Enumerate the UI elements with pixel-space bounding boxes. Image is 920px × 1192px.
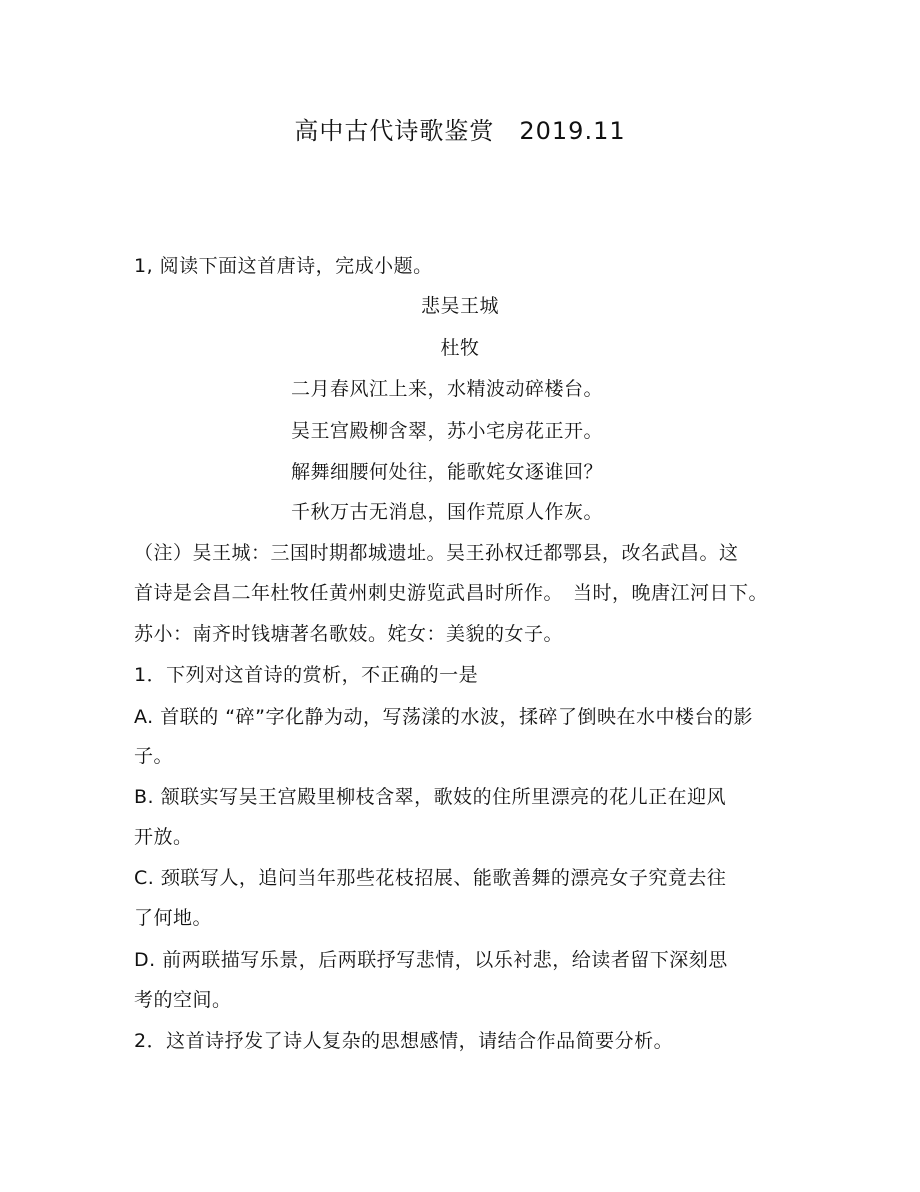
option-a-line-1: A. 首联的 “碎”字化静为动，写荡漾的水波，揉碎了倒映在水中楼台的影 (134, 706, 753, 728)
option-c-line-1: C. 颈联写人，追问当年那些花枝招展、能歌善舞的漂亮女子究竟去往 (134, 867, 727, 889)
option-b-line-1: B. 颔联实写吴王宫殿里柳枝含翠，歌妓的住所里漂亮的花儿正在迎风 (134, 786, 727, 808)
option-d-line-2: 考的空间。 (134, 989, 232, 1011)
option-a-line-2: 子。 (134, 745, 174, 767)
note-line: （注）吴王城：三国时期都城遗址。吴王孙权迁都鄂县，改名武昌。这 (134, 542, 739, 564)
document-title: 高中古代诗歌鉴赏 2019.11 (294, 117, 626, 145)
option-b-line-2: 开放。 (134, 826, 193, 848)
poem-line: 二月春风江上来，水精波动碎楼台。 (291, 378, 604, 400)
poem-line: 吴王宫殿柳含翠，苏小宅房花正开。 (291, 420, 604, 442)
question-intro: 1, 阅读下面这首唐诗，完成小题。 (134, 255, 433, 277)
question-1-stem: 1．下列对这首诗的赏析，不正确的一是 (134, 664, 479, 686)
poem-title: 悲吴王城 (420, 295, 499, 317)
question-2-stem: 2．这首诗抒发了诗人复杂的思想感情，请结合作品简要分析。 (134, 1030, 674, 1052)
option-c-line-2: 了何地。 (134, 907, 213, 929)
note-line: 苏小：南齐时钱塘著名歌妓。姹女：美貌的女子。 (134, 623, 564, 645)
poem-line: 解舞细腰何处往，能歌姹女逐谁回？ (291, 461, 604, 483)
poem-author: 杜牧 (440, 337, 480, 359)
option-d-line-1: D. 前两联描写乐景，后两联抒写悲情，以乐衬悲，给读者留下深刻思 (134, 949, 728, 971)
note-line: 首诗是会昌二年杜牧任黄州刺史游览武昌时所作。 当时，晚唐江河日下。 (134, 582, 769, 604)
poem-line: 千秋万古无消息，国作荒原人作灰。 (291, 501, 604, 523)
